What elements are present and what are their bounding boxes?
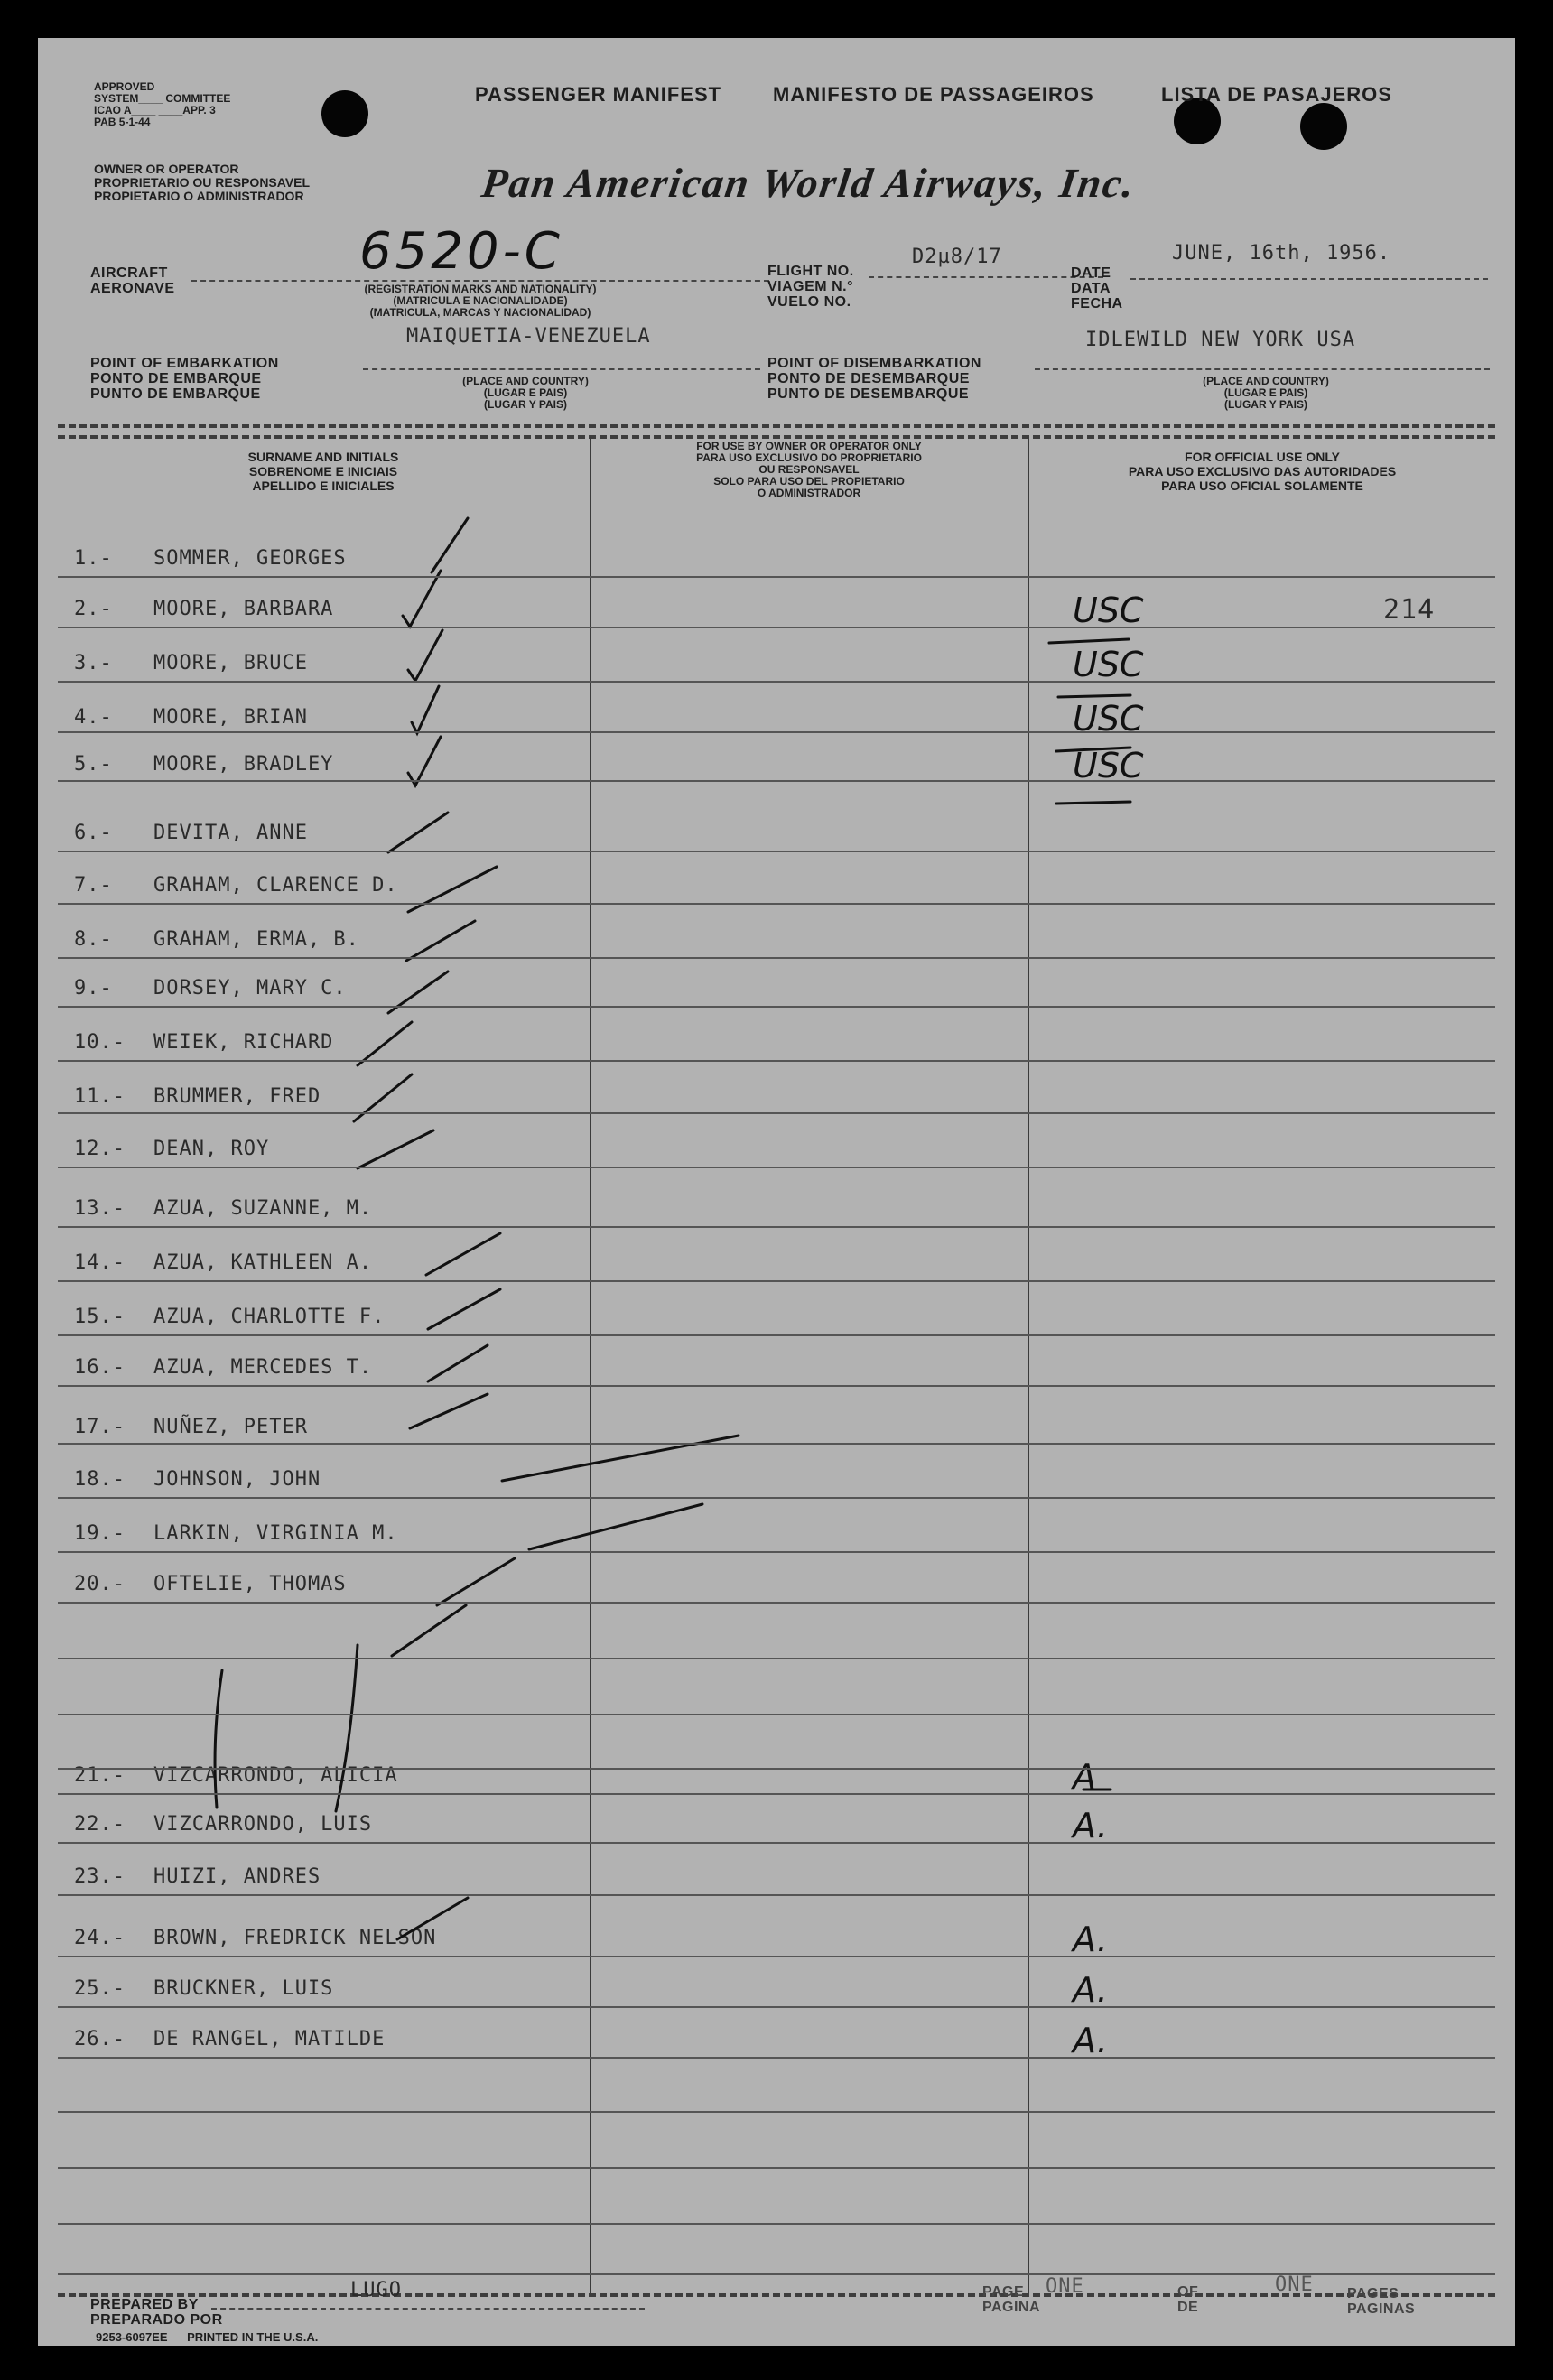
bracket-mark-right — [336, 1645, 358, 1811]
check-mark-8 — [406, 921, 475, 961]
official-mark: A. — [1073, 1920, 1108, 1959]
passenger-number: 5.- — [74, 753, 113, 776]
aircraft-label-en: AIRCRAFT — [90, 265, 168, 281]
page-value: ONE — [1046, 2275, 1084, 2298]
check-mark-3 — [408, 630, 442, 681]
col3-line-1: FOR OFFICIAL USE ONLY — [1185, 450, 1340, 464]
check-mark-10 — [358, 1022, 412, 1065]
col2-line-3: OU RESPONSAVEL — [758, 463, 860, 476]
passenger-number: 4.- — [74, 706, 113, 729]
passenger-name: OFTELIE, THOMAS — [153, 1573, 347, 1595]
flight-label-es: VUELO NO. — [767, 294, 851, 310]
title-pt: MANIFESTO DE PASSAGEIROS — [773, 83, 1094, 106]
aircraft-value: 6520-C — [359, 222, 563, 281]
check-mark-11 — [354, 1074, 412, 1121]
check-mark-2 — [403, 571, 441, 627]
row-divider — [58, 1658, 1495, 1659]
row-divider — [58, 1768, 1495, 1770]
pages-labels — [1347, 2286, 1415, 2317]
check-mark-23 — [397, 1898, 468, 1939]
passenger-name: AZUA, SUZANNE, M. — [153, 1197, 373, 1220]
flight-label-en: FLIGHT NO. — [767, 264, 854, 279]
prepared-label-en: PREPARED BY — [90, 2297, 199, 2312]
col2-line-5: O ADMINISTRADOR — [757, 487, 861, 499]
passenger-number: 26.- — [74, 2028, 126, 2050]
passenger-name: AZUA, KATHLEEN A. — [153, 1251, 373, 1274]
row-divider — [58, 681, 1495, 683]
approved-label: APPROVED — [94, 80, 155, 93]
passenger-number: 13.- — [74, 1197, 126, 1220]
embark-place-en: (PLACE AND COUNTRY) — [462, 375, 589, 387]
official-mark: USC — [1073, 590, 1144, 630]
check-mark-16 — [410, 1394, 488, 1428]
disembark-place-pt: (LUGAR E PAIS) — [1223, 386, 1308, 399]
row-divider — [58, 2273, 1495, 2275]
row-divider — [58, 1226, 1495, 1228]
check-mark-19 — [437, 1558, 515, 1605]
official-mark: A. — [1073, 1806, 1108, 1845]
row-divider — [58, 957, 1495, 959]
date-label-pt: DATA — [1071, 281, 1111, 296]
title-es: LISTA DE PASAJEROS — [1161, 83, 1392, 106]
passenger-number: 2.- — [74, 598, 113, 620]
owner-label-es: PROPIETARIO O ADMINISTRADOR — [94, 189, 304, 203]
check-mark-12 — [358, 1130, 433, 1168]
passenger-number: 7.- — [74, 874, 113, 897]
row-divider — [58, 1956, 1495, 1957]
official-mark: USC — [1073, 645, 1144, 684]
official-mark: USC — [1073, 746, 1144, 786]
col1-line-3: APELLIDO E INICIALES — [252, 479, 395, 493]
of-label-pt: DE — [1177, 2300, 1199, 2315]
registration-label-pt: (MATRICULA E NACIONALIDADE) — [393, 294, 568, 307]
passenger-number: 21.- — [74, 1764, 126, 1787]
bracket-mark-left — [215, 1670, 222, 1808]
check-mark-14 — [428, 1289, 500, 1329]
check-mark-20 — [392, 1605, 466, 1656]
passenger-name: GRAHAM, CLARENCE D. — [153, 874, 398, 897]
pages-label-en: PAGES — [1347, 2286, 1400, 2301]
title-en: PASSENGER MANIFEST — [475, 83, 722, 106]
row-divider — [58, 1842, 1495, 1844]
passenger-name: SOMMER, GEORGES — [153, 547, 347, 570]
row-divider — [58, 1714, 1495, 1715]
passenger-number: 19.- — [74, 1522, 126, 1545]
passenger-name: WEIEK, RICHARD — [153, 1031, 334, 1054]
usc-strike-3 — [1058, 695, 1130, 697]
passenger-number: 20.- — [74, 1573, 126, 1595]
disembark-place-es: (LUGAR Y PAIS) — [1223, 398, 1307, 411]
col3-line-3: PARA USO OFICIAL SOLAMENTE — [1161, 479, 1363, 493]
official-mark: USC — [1073, 699, 1144, 739]
col1-line-2: SOBRENOME E INICIAIS — [248, 464, 398, 479]
disembark-label-pt: PONTO DE DESEMBARQUE — [767, 371, 970, 386]
passenger-name: MOORE, BARBARA — [153, 598, 334, 620]
row-divider — [58, 2057, 1495, 2059]
col1-line-1: SURNAME AND INITIALS — [247, 450, 399, 464]
passenger-name: DEVITA, ANNE — [153, 822, 308, 844]
row-divider — [58, 627, 1495, 628]
page-label-en: PAGE — [982, 2284, 1025, 2300]
row-divider — [58, 1443, 1495, 1445]
row-divider — [58, 731, 1495, 733]
passenger-name: BRUCKNER, LUIS — [153, 1977, 334, 2000]
row-divider — [58, 1793, 1495, 1795]
row-divider — [58, 1602, 1495, 1604]
airline-name: Pan American World Airways, Inc. — [479, 160, 1139, 206]
passenger-number: 1.- — [74, 547, 113, 570]
check-mark-18 — [529, 1504, 702, 1549]
passenger-name: MOORE, BRUCE — [153, 652, 308, 674]
row-divider — [58, 2167, 1495, 2169]
handwritten-marks — [38, 38, 1515, 2346]
row-divider — [58, 1167, 1495, 1168]
passenger-number: 15.- — [74, 1306, 126, 1328]
passenger-name: HUIZI, ANDRES — [153, 1865, 321, 1888]
passenger-number: 17.- — [74, 1416, 126, 1438]
row-divider — [58, 903, 1495, 905]
passenger-number: 11.- — [74, 1085, 126, 1108]
check-mark-6 — [388, 813, 448, 852]
of-labels — [1177, 2284, 1198, 2315]
aircraft-label-pt: AERONAVE — [90, 281, 175, 296]
print-code: 9253-6097EE — [96, 2330, 168, 2344]
usc-strike-2 — [1049, 639, 1129, 643]
passenger-name: MOORE, BRIAN — [153, 706, 308, 729]
flight-value: D2µ8/17 — [912, 246, 1002, 268]
page-labels — [982, 2284, 1040, 2315]
pab-label: PAB 5-1-44 — [94, 116, 151, 128]
passenger-number: 9.- — [74, 977, 113, 999]
passenger-name: VIZCARRONDO, LUIS — [153, 1813, 373, 1836]
row-divider — [58, 2223, 1495, 2225]
passenger-number: 23.- — [74, 1865, 126, 1888]
passenger-number: 3.- — [74, 652, 113, 674]
passenger-name: AZUA, MERCEDES T. — [153, 1356, 373, 1379]
prepared-label-pt: PREPARADO POR — [90, 2312, 223, 2328]
row-divider — [58, 851, 1495, 852]
embark-label-pt: PONTO DE EMBARQUE — [90, 371, 262, 386]
passenger-name: AZUA, CHARLOTTE F. — [153, 1306, 386, 1328]
passenger-name: DE RANGEL, MATILDE — [153, 2028, 386, 2050]
row-divider — [58, 1894, 1495, 1896]
prepared-line — [211, 2308, 645, 2310]
row-divider — [58, 1280, 1495, 1282]
col2-line-2: PARA USO EXCLUSIVO DO PROPRIETARIO — [696, 451, 922, 464]
icao-label: ICAO A____ ____APP. 3 — [94, 104, 216, 116]
manifest-sheet — [38, 38, 1515, 2346]
flight-label-pt: VIAGEM N.° — [767, 279, 853, 294]
owner-label-pt: PROPRIETARIO OU RESPONSAVEL — [94, 175, 311, 190]
printed-in: PRINTED IN THE U.S.A. — [187, 2330, 319, 2344]
official-mark: A. — [1073, 1970, 1108, 2010]
row-divider — [58, 1551, 1495, 1553]
passenger-name: DORSEY, MARY C. — [153, 977, 347, 999]
passenger-name: DEAN, ROY — [153, 1138, 270, 1160]
disembark-place-en: (PLACE AND COUNTRY) — [1203, 375, 1329, 387]
usc-strike-4 — [1056, 748, 1130, 751]
passenger-number: 25.- — [74, 1977, 126, 2000]
row-divider — [58, 1385, 1495, 1387]
official-mark: A — [1073, 1757, 1096, 1797]
passenger-name: VIZCARRONDO, ALICIA — [153, 1764, 398, 1787]
registration-label-es: (MATRICULA, MARCAS Y NACIONALIDAD) — [369, 306, 591, 319]
disembark-label-es: PUNTO DE DESEMBARQUE — [767, 386, 970, 402]
system-committee-label: SYSTEM____ COMMITTEE — [94, 92, 231, 105]
pages-label-pt: PAGINAS — [1347, 2301, 1416, 2317]
check-mark-15 — [428, 1345, 488, 1381]
row-divider — [58, 576, 1495, 578]
embark-place-es: (LUGAR Y PAIS) — [483, 398, 567, 411]
row-divider — [58, 1006, 1495, 1008]
passenger-number: 24.- — [74, 1927, 126, 1949]
prepared-value: LUGO — [350, 2279, 402, 2301]
usc-strike-5 — [1056, 802, 1130, 804]
official-mark: A. — [1073, 2021, 1108, 2060]
registration-label-en: (REGISTRATION MARKS AND NATIONALITY) — [364, 283, 597, 295]
of-value: ONE — [1275, 2273, 1314, 2296]
passenger-number: 14.- — [74, 1251, 126, 1274]
row-divider — [58, 1112, 1495, 1114]
col2-line-4: SOLO PARA USO DEL PROPIETARIO — [713, 475, 905, 488]
row-divider — [58, 2006, 1495, 2008]
disembark-label-en: POINT OF DISEMBARKATION — [767, 356, 981, 371]
passenger-number: 18.- — [74, 1468, 126, 1491]
disembark-value: IDLEWILD NEW YORK USA — [1085, 329, 1356, 351]
page-label-pt: PAGINA — [982, 2300, 1041, 2315]
row-divider — [58, 2111, 1495, 2113]
row-divider — [58, 1060, 1495, 1062]
row-divider — [58, 780, 1495, 782]
embark-value: MAIQUETIA-VENEZUELA — [406, 325, 651, 348]
row-divider — [58, 1334, 1495, 1336]
passenger-name: BROWN, FREDRICK NELSON — [153, 1927, 437, 1949]
row-divider — [58, 1497, 1495, 1499]
check-mark-5 — [408, 737, 441, 786]
passenger-name: JOHNSON, JOHN — [153, 1468, 321, 1491]
check-mark-4 — [412, 686, 439, 733]
prepared-labels — [90, 2297, 223, 2328]
passenger-number: 12.- — [74, 1138, 126, 1160]
date-label-en: DATE — [1071, 265, 1111, 281]
owner-label-en: OWNER OR OPERATOR — [94, 162, 239, 176]
passenger-number: 16.- — [74, 1356, 126, 1379]
check-mark-7 — [408, 867, 497, 912]
passenger-name: MOORE, BRADLEY — [153, 753, 334, 776]
passenger-number: 8.- — [74, 928, 113, 951]
passenger-name: LARKIN, VIRGINIA M. — [153, 1522, 398, 1545]
check-mark-1 — [432, 518, 468, 572]
passenger-number: 22.- — [74, 1813, 126, 1836]
passenger-name: BRUMMER, FRED — [153, 1085, 321, 1108]
passenger-name: NUÑEZ, PETER — [153, 1416, 308, 1438]
passenger-number: 6.- — [74, 822, 113, 844]
of-label-en: OF — [1177, 2284, 1199, 2300]
print-info — [96, 2331, 318, 2343]
col2-line-1: FOR USE BY OWNER OR OPERATOR ONLY — [696, 440, 922, 452]
passenger-number: 10.- — [74, 1031, 126, 1054]
embark-place-pt: (LUGAR E PAIS) — [483, 386, 568, 399]
col3-line-2: PARA USO EXCLUSIVO DAS AUTORIDADES — [1128, 464, 1397, 479]
date-label-es: FECHA — [1071, 296, 1123, 311]
date-value: JUNE, 16th, 1956. — [1172, 242, 1391, 265]
embark-label-en: POINT OF EMBARKATION — [90, 356, 279, 371]
embark-label-es: PUNTO DE EMBARQUE — [90, 386, 261, 402]
official-note: 214 — [1383, 594, 1436, 626]
check-mark-13 — [426, 1233, 500, 1275]
passenger-name: GRAHAM, ERMA, B. — [153, 928, 359, 951]
